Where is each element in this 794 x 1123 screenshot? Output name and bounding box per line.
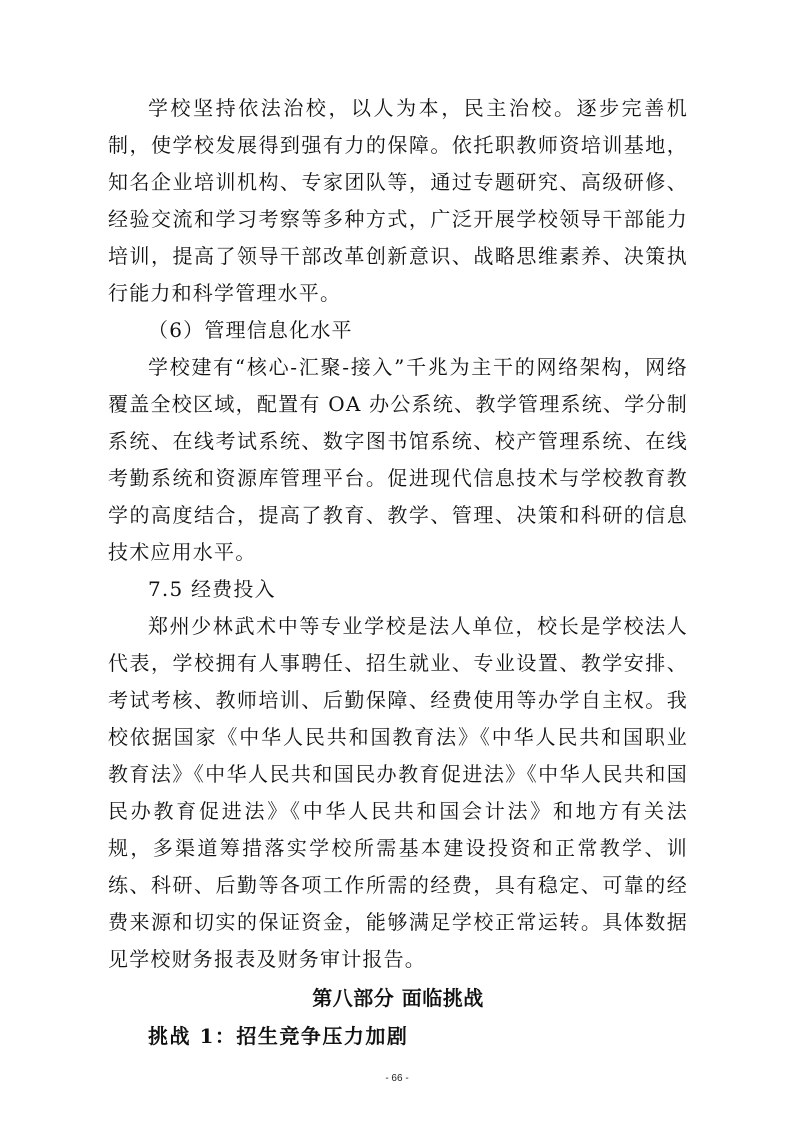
page-number: - 66 -: [385, 1073, 409, 1084]
paragraph-governance: 学校坚持依法治校，以人为本，民主治校。逐步完善机制，使学校发展得到强有力的保障。依托职教师资培训基地，知名企业培训机构、专家团队等，通过专题研究、高级研修、经验交流和学习考察等多种方式，广泛开展学校领导干部能力培训，提高了领导干部改革创新意识、战略思维素养、决策执行能力和科学管理水平。: [108, 96, 688, 305]
part-title-challenges: 第八部分 面临挑战: [312, 986, 484, 1010]
section-heading-funding: 7.5 经费投入: [148, 577, 276, 601]
subheading-informatization: （6）管理信息化水平: [148, 318, 353, 342]
challenge-heading-1: 挑战 1：招生竞争压力加剧: [148, 1024, 409, 1048]
body-text: [108, 90, 688, 1055]
paragraph-funding: 郑州少林武术中等专业学校是法人单位，校长是学校法人代表，学校拥有人事聘任、招生就业、专业设置、教学安排、考试考核、教师培训、后勤保障、经费使用等办学自主权。我校依据国家《中华人民共和国教育法》《中华人民共和国职业教育法》《中华人民共和国民办教育促进法》《中华人民共和国民办教育促进法》《中华人民共和国会计法》和地方有关法规，多渠道筹措落实学校所需基本建设投资和正常教学、训练、科研、后勤等各项工作所需的经费，具有稳定、可靠的经费来源和切实的保证资金，能够满足学校正常运转。具体数据见学校财务报表及财务审计报告。: [108, 614, 688, 971]
paragraph-network: 学校建有“核心-汇聚-接入”千兆为主干的网络架构，网络覆盖全校区域，配置有 OA 办公系统、教学管理系统、学分制系统、在线考试系统、数字图书馆系统、校产管理系统、在线考勤系统和资源库管理平台。促进现代信息技术与学校教育教学的高度结合，提高了教育、教学、管理、决策和科研的信息技术应用水平。: [108, 355, 688, 564]
